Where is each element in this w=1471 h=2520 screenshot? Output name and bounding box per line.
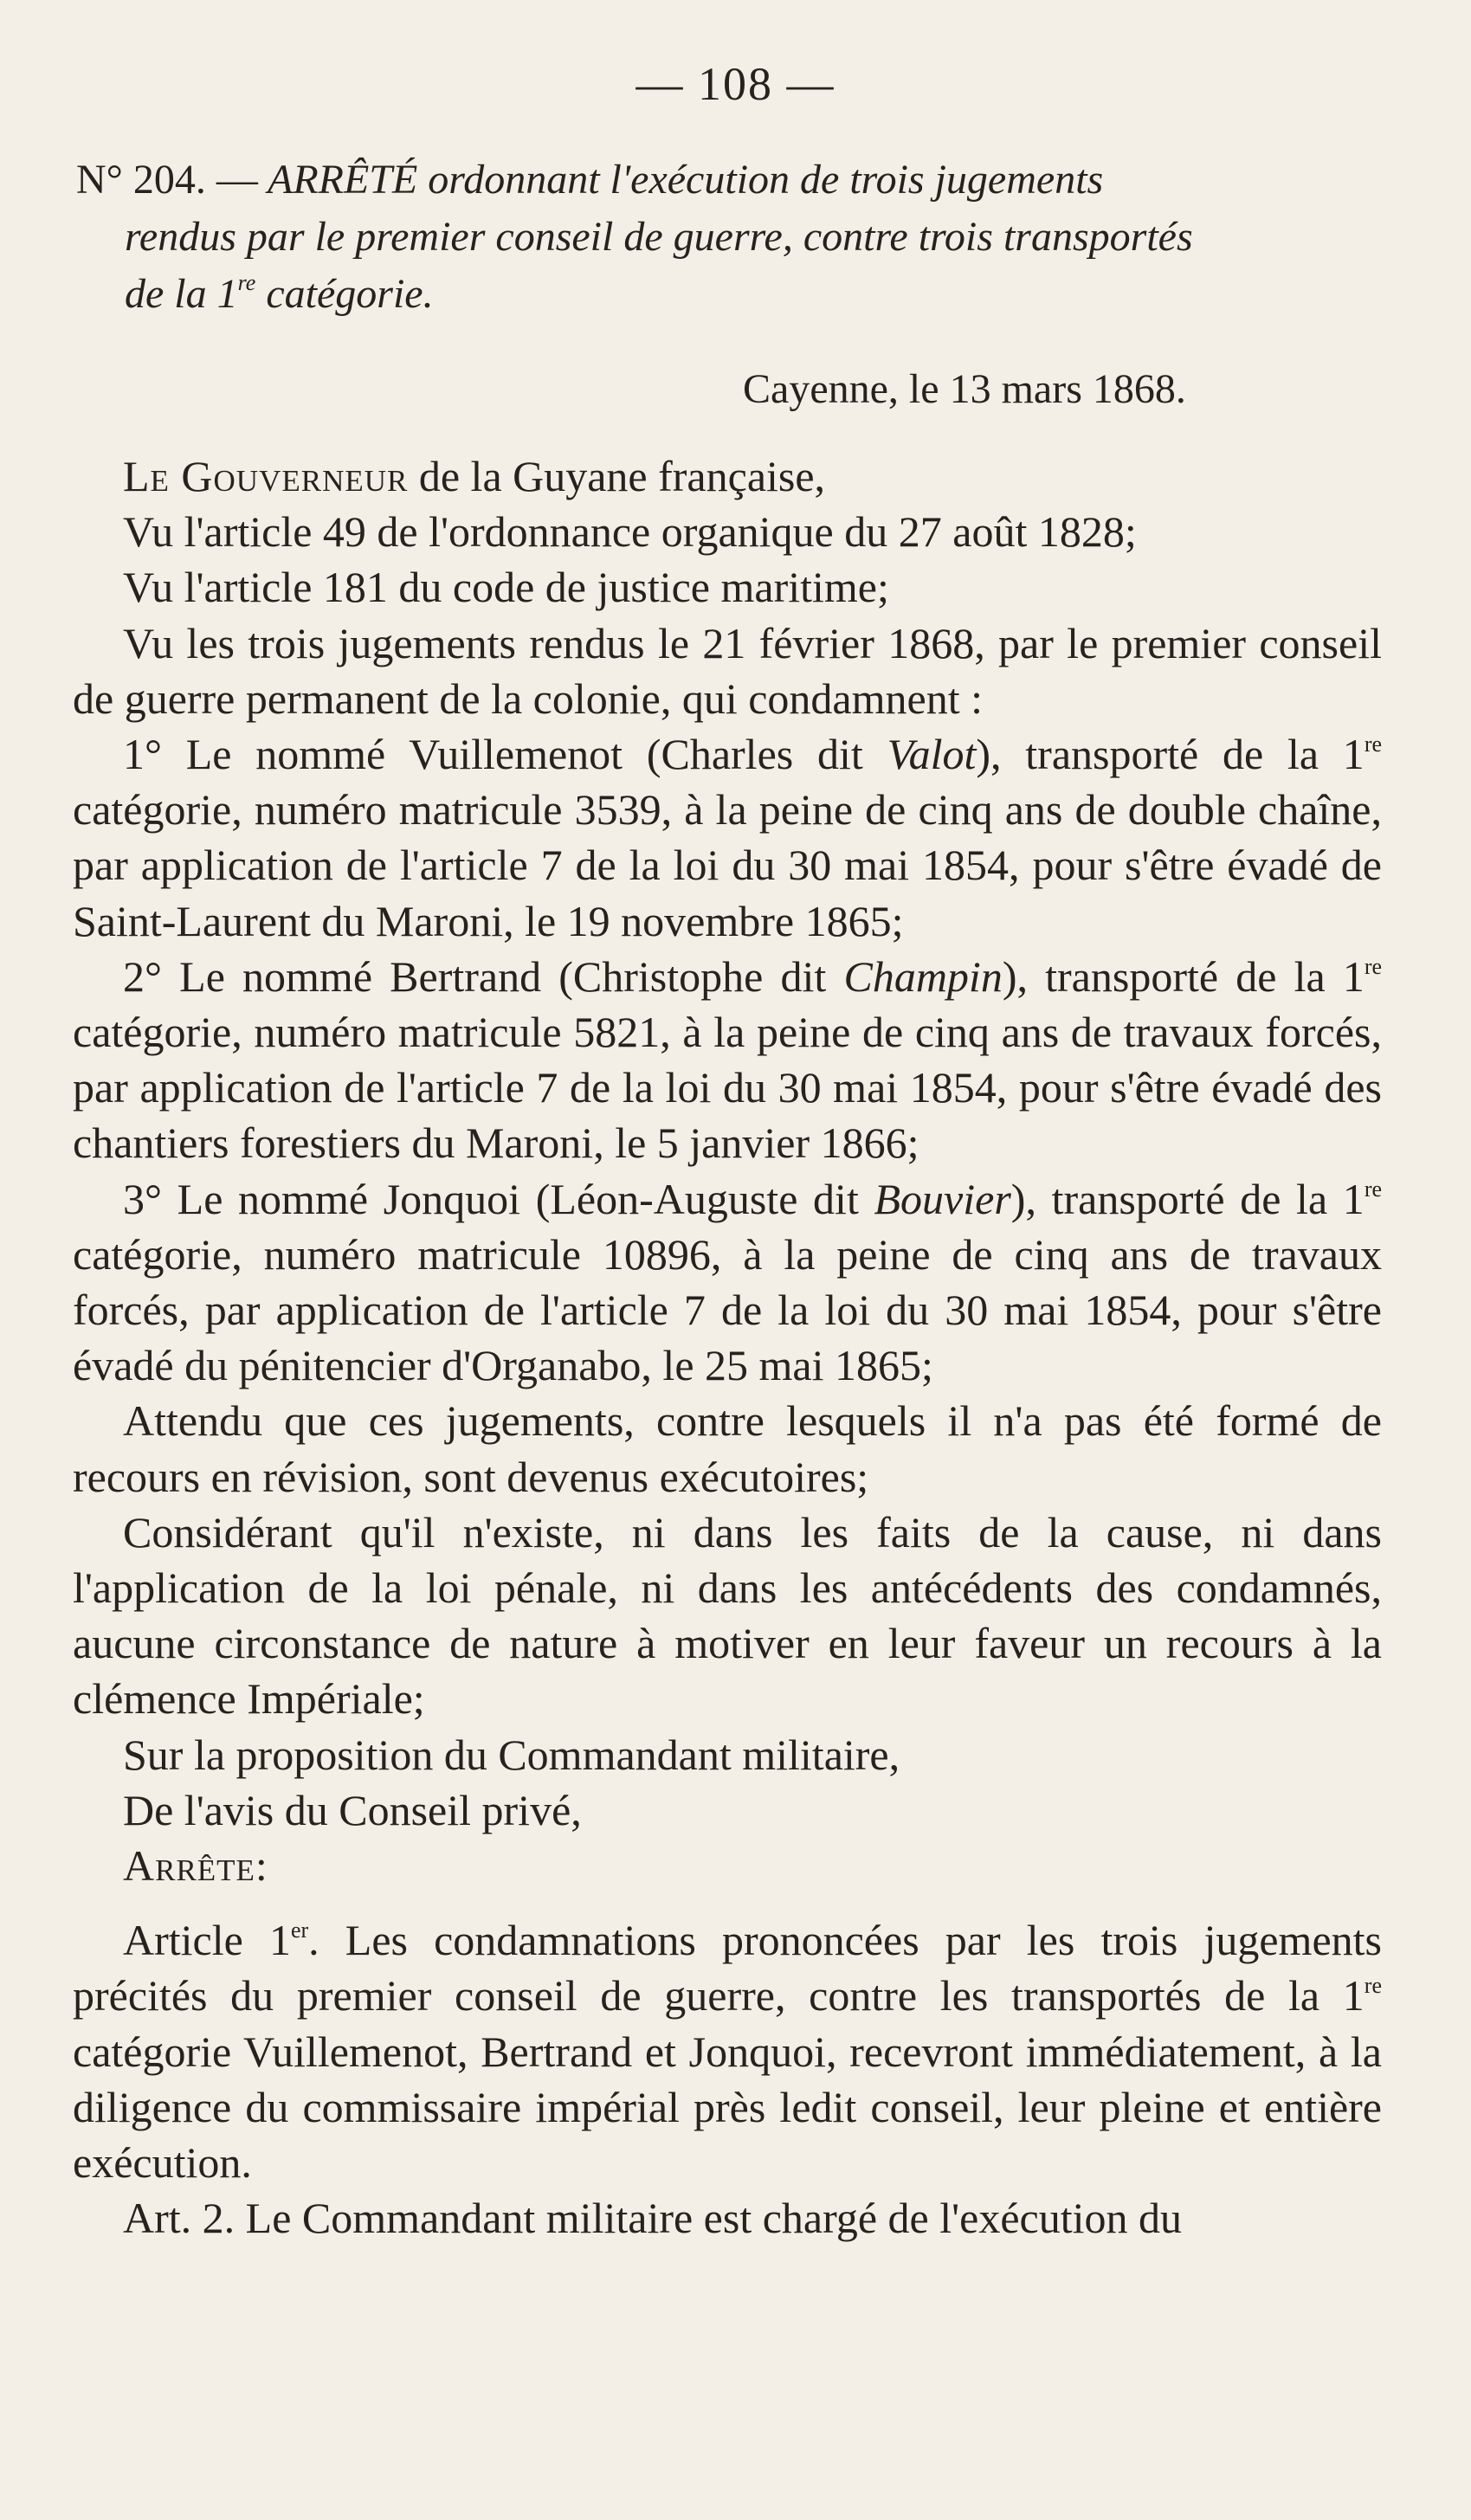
item-1-intro: 1° Le nommé Vuillemenot (Charles dit [123,730,863,779]
page-number: — 108 — [635,58,836,110]
condemnation-item-3 [73,1171,1382,1394]
arrete-line [73,1838,1382,1893]
vu-paragraph-1: Vu l'article 49 de l'ordonnance organique du 27 août 1828; [123,507,1137,557]
condemnation-item-2 [73,949,1382,1171]
article-1 [73,1912,1382,2190]
item-2-intro: 2° Le nommé Bertrand (Christophe dit [123,951,827,1001]
article-1-label: Article 1 [123,1916,291,1965]
decree-title-line1: ordonnant l'exécution de trois jugements [428,157,1104,203]
decree-heading [76,151,1392,323]
item-2-rest: catégorie, numéro matricule 5821, à la peine de cinq ans de travaux forcés, par application de l'article 7 de la loi du 30 mai 1854, pour s'être évadé des chantiers forestiers du Maroni, le 5 janvier 1866; [73,1008,1382,1168]
attendu-paragraph: Attendu que ces jugements, contre lesquels il n'a pas été formé de recours en révision, sont devenus exécutoires; [73,1396,1382,1501]
decree-title-line2: rendus par le premier conseil de guerre, contre trois transportés [125,214,1193,260]
item-3-superscript: re [1364,1176,1383,1202]
item-1-rest: catégorie, numéro matricule 3539, à la peine de cinq ans de double chaîne, par application de l'article 7 de la loi du 30 mai 1854, pour s'être évadé de Saint-Laurent du Maroni, le 19 novembre 1865; [73,785,1382,945]
vu-paragraph-3: Vu les trois jugements rendus le 21 février 1868, par le premier conseil de guerre permanent de la colonie, qui condamnent : [73,618,1382,723]
item-3-intro: 3° Le nommé Jonquoi (Léon-Auguste dit [123,1174,859,1223]
article-2: Art. 2. Le Commandant militaire est chargé de l'exécution du [123,2194,1182,2243]
avis-line: De l'avis du Conseil privé, [123,1785,582,1834]
decree-number: N° 204. [76,157,206,203]
decree-title-line3-post: catégorie. [266,271,434,317]
decree-title-word: ARRÊTÉ [268,157,418,203]
decree-title-line3-pre: de la 1 [125,271,238,317]
item-1-mid: ), transporté de la 1 [976,730,1365,779]
considerant-paragraph: Considérant qu'il n'existe, ni dans les faits de la cause, ni dans l'application de la loi pénale, ni dans les antécédents des condamnés, aucune circonstance de nature à motiver en leur faveur un recours à la clémence Impériale; [73,1507,1382,1724]
item-3-mid: ), transporté de la 1 [1010,1174,1365,1223]
dateline: Cayenne, le 13 mars 1868. [743,366,1186,412]
decree-body [73,448,1382,2246]
condemnation-item-1 [73,726,1382,949]
vu-paragraph-2: Vu l'article 181 du code de justice maritime; [123,563,889,612]
spacer [73,1893,1382,1912]
item-2-alias: Champin [843,951,1003,1001]
decree-title-superscript: re [237,270,256,295]
governor-title: Le Gouverneur [123,452,409,500]
item-2-superscript: re [1364,953,1383,979]
item-1-superscript: re [1364,732,1383,757]
heading-dash: — [216,157,258,203]
governor-rest: de la Guyane française, [418,452,826,500]
item-3-rest: catégorie, numéro matricule 10896, à la peine de cinq ans de travaux forcés, par application de l'article 7 de la loi du 30 mai 1854, pour s'être évadé du pénitencier d'Organabo, le 25 mai 1865; [73,1229,1382,1390]
proposition-line: Sur la proposition du Commandant militaire, [123,1730,900,1779]
governor-line [73,448,1382,504]
article-1-rest: catégorie Vuillemenot, Bertrand et Jonquoi, recevront immédiatement, à la diligence du commissaire impérial près ledit conseil, leur pleine et entière exécution. [73,2027,1382,2188]
article-1-superscript: er [290,1917,309,1943]
arrete-word: Arrête: [123,1841,268,1891]
item-2-mid: ), transporté de la 1 [1002,951,1365,1001]
item-3-alias: Bouvier [874,1174,1011,1223]
article-1-text: . Les condamnations prononcées par les trois jugements précités du premier conseil de guerre, contre les transportés de la 1 [73,1916,1382,2021]
item-1-alias: Valot [887,730,977,779]
article-1-superscript-2: re [1364,1973,1382,1999]
